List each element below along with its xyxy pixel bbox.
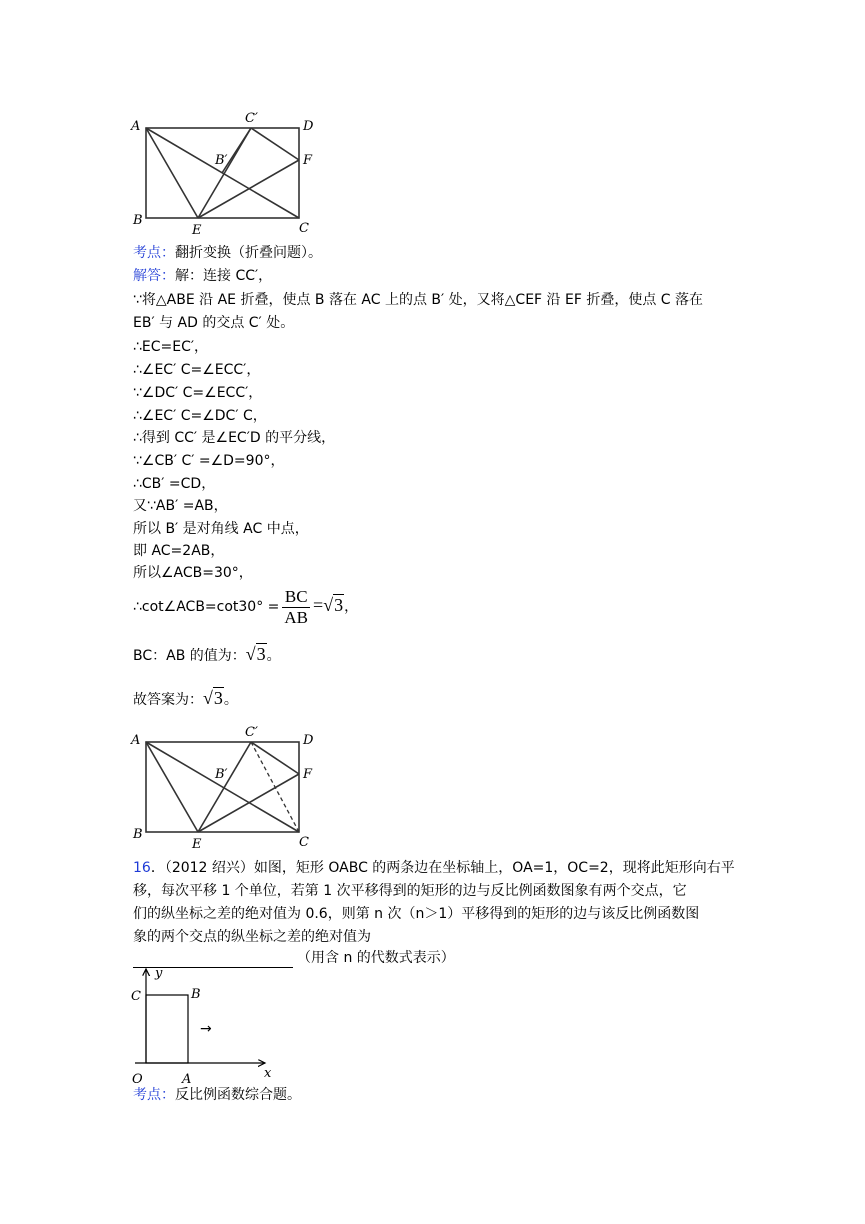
problem-16-line: 们的纵坐标之差的绝对值为 0.6，则第 n 次（n＞1）平移得到的矩形的边与该反比例函数图 (133, 906, 700, 922)
solution-line: ∴∠EC′ C=∠DC′ C， (133, 408, 267, 424)
solution-line: ∴CB′ =CD， (133, 476, 216, 492)
label-c: C (299, 835, 309, 850)
solution-line: ∵∠DC′ C=∠ECC′， (133, 385, 263, 401)
ratio-suffix: 。 (266, 648, 281, 664)
rectangle-oabc (146, 995, 188, 1063)
segment-ec-prime (198, 742, 251, 832)
cot-prefix: ∴cot∠ACB=cot30° = (133, 599, 280, 615)
label-a: A (131, 733, 141, 748)
segment-c-prime-f (251, 128, 299, 160)
kaodian-label: 考点： (133, 1087, 175, 1103)
answer-line (133, 687, 238, 711)
label-e: E (192, 837, 202, 852)
problem-16-line: 象的两个交点的纵坐标之差的绝对值为 (133, 929, 371, 945)
fold-line-ae (146, 742, 198, 832)
radicand: 3 (334, 595, 344, 615)
label-b: B (133, 213, 143, 228)
sqrt-3: √3 (323, 595, 344, 615)
answer-prefix: 故答案为： (133, 692, 203, 708)
label-b-prime: B′ (215, 153, 228, 168)
cot-equation-line (133, 584, 358, 628)
solution-line: 又∵AB′ =AB， (133, 498, 228, 514)
right-arrow: → (200, 1021, 212, 1037)
answer-suffix: 。 (223, 692, 238, 708)
fraction-numerator: BC (282, 587, 310, 608)
radicand: 3 (213, 688, 223, 708)
label-f: F (303, 767, 313, 782)
label-c: C (299, 221, 309, 236)
label-a: A (182, 1072, 192, 1087)
radicand: 3 (256, 644, 266, 664)
solution-line: ∴EC=EC′， (133, 339, 209, 355)
label-y: y (155, 966, 163, 981)
solution-line: ∴得到 CC′ 是∠EC′D 的平分线， (133, 430, 336, 446)
label-c-prime: C′ (245, 725, 258, 740)
kaodian-label: 考点： (133, 245, 175, 261)
problem-16-line: 移，每次平移 1 个单位，若第 1 次平移得到的矩形的边与反比例函数图象有两个交点，它 (133, 883, 687, 899)
label-e: E (192, 223, 202, 238)
label-b-prime: B′ (215, 767, 228, 782)
folding-figure-2 (125, 722, 325, 852)
coordinate-figure (125, 963, 275, 1088)
ratio-prefix: BC：AB 的值为： (133, 648, 246, 664)
bc-over-ab-fraction (282, 587, 310, 628)
label-b: B (133, 827, 143, 842)
solution-line: 所以 B′ 是对角线 AC 中点， (133, 521, 309, 537)
solution-line: 所以∠ACB=30°， (133, 565, 253, 581)
kaodian-text: 翻折变换（折叠问题）。 (175, 245, 322, 261)
solution-line: ∵∠CB′ C′ =∠D=90°， (133, 453, 285, 469)
jieda-line (133, 266, 272, 286)
jieda-label: 解答： (133, 268, 175, 284)
solution-line: 即 AC=2AB， (133, 543, 225, 559)
blank-suffix: （用含 n 的代数式表示） (297, 950, 455, 966)
label-o: O (132, 1072, 143, 1087)
kaodian-text: 反比例函数综合题。 (175, 1087, 301, 1103)
folding-figure-1 (125, 108, 325, 238)
label-c: C (131, 989, 141, 1004)
solution-line: EB′ 与 AD 的交点 C′ 处。 (133, 315, 295, 331)
label-d: D (303, 733, 314, 748)
jieda-text: 解：连接 CC′， (175, 268, 273, 284)
label-x: x (264, 1066, 272, 1081)
problem-number: 16 (133, 860, 151, 876)
kaodian-line-1 (133, 243, 322, 263)
label-b: B (191, 987, 201, 1002)
label-d: D (303, 119, 314, 134)
sqrt-3: √3 (245, 644, 266, 664)
segment-c-prime-f (251, 742, 299, 774)
kaodian-line-2 (133, 1085, 301, 1105)
fold-line-ae (146, 128, 198, 218)
label-f: F (303, 153, 313, 168)
ratio-line (133, 643, 281, 667)
fraction-denominator: AB (284, 607, 309, 627)
solution-line: ∴∠EC′ C=∠ECC′， (133, 362, 261, 378)
cot-suffix: ， (344, 599, 359, 615)
equals-sign: = (313, 595, 324, 615)
problem-16-line-1 (133, 858, 735, 878)
label-c-prime: C′ (245, 111, 258, 126)
solution-line: ∵将△ABE 沿 AE 折叠，使点 B 落在 AC 上的点 B′ 处，又将△CEF 沿 EF 折叠，使点 C 落在 (133, 292, 704, 308)
label-a: A (131, 119, 141, 134)
sqrt-3: √3 (203, 688, 223, 708)
problem-text: ．（2012 绍兴）如图，矩形 OABC 的两条边在坐标轴上，OA=1，OC=2，现将此矩形向右平 (150, 860, 735, 876)
